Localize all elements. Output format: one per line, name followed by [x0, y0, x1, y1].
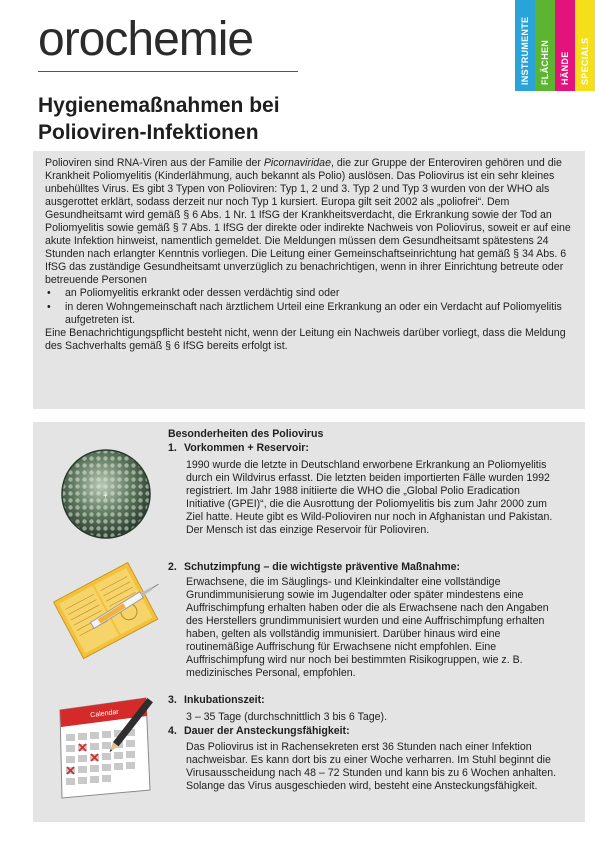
vaccination-certificate-illustration: [48, 560, 168, 660]
logo-underline: [38, 71, 298, 72]
list-item: • in deren Wohngemeinschaft nach ärztlichem Urteil eine Erkrankung an oder ein Verdacht auf Poliomyelitis aufgetreten ist.: [45, 301, 575, 327]
tab-specials[interactable]: [575, 0, 595, 91]
tab-label: FLÄCHEN: [540, 39, 550, 85]
tab-instrumente[interactable]: [515, 0, 535, 91]
tab-label: SPECIALS: [580, 37, 590, 85]
intro-closing-paragraph: Eine Benachrichtigungspflicht besteht nicht, wenn der Leitung ein Nachweis darüber vorliegt, dass die Meldung des Sachverhalts gemäß § 6 IfSG bereits erfolgt ist.: [45, 326, 566, 352]
section-heading-2: [168, 561, 460, 574]
section-number: 4.: [168, 725, 177, 737]
intro-paragraph: [45, 157, 575, 287]
tab-label: HÄNDE: [560, 51, 570, 85]
section-body-4: Das Poliovirus ist in Rachensekreten erst 36 Stunden nach einer Infektion nachweisbar. Es kann dort bis zu einer Woche verharren. Im Stuhl beginnt die Virusausscheidung nach 48 – 72 Stunden und kann bis zu 6 Wochen anhalten. Solange das Virus ausgeschieden wird, besteht eine Ansteckungsfähigkeit.: [186, 741, 557, 793]
section-number: 1.: [168, 442, 177, 454]
section-title: Dauer der Ansteckungsfähigkeit:: [184, 725, 350, 737]
calendar-illustration: [50, 690, 160, 805]
section-title: Schutzimpfung – die wichtigste präventive Maßnahme:: [184, 561, 461, 573]
tab-flaechen[interactable]: [535, 0, 555, 91]
section-number: 2.: [168, 561, 177, 573]
page-title: [38, 92, 280, 146]
intro-text-a: Polioviren sind RNA-Viren aus der Familie der: [45, 157, 264, 169]
section-title: Vorkommen + Reservoir:: [184, 442, 309, 454]
tab-label: INSTRUMENTE: [520, 16, 530, 85]
intro-box: [33, 151, 585, 409]
section-title: Inkubationszeit:: [184, 694, 265, 706]
title-line-1: Hygienemaßnahmen bei: [38, 94, 280, 117]
intro-bullet-list: [45, 287, 575, 326]
intro-family-name: Picornaviridae: [263, 157, 331, 169]
section-heading-1: [168, 442, 309, 455]
section-number: 3.: [168, 694, 177, 706]
section-body-3: 3 – 35 Tage (durchschnittlich 3 bis 6 Tage).: [186, 711, 388, 723]
virus-illustration: [60, 448, 152, 540]
details-heading: Besonderheiten des Poliovirus: [168, 428, 324, 440]
title-line-2: Polioviren-Infektionen: [38, 121, 259, 144]
calendar-label: Calendar: [89, 708, 120, 720]
section-heading-4: [168, 725, 350, 738]
intro-text: [33, 151, 585, 353]
svg-text:+: +: [103, 491, 108, 500]
section-heading-3: [168, 694, 265, 707]
brand-logo: orochemie: [38, 13, 254, 66]
section-body-2: Erwachsene, die im Säuglings- und Kleinkindalter eine vollständige Grundimmunisierung sowie im Jugendalter oder später mindestens eine Auffrischimpfung erhalten haben oder die als Erwachsene nach den Angaben des Herstellers grundimmunisiert wurden und eine Auffrischimpfung erhalten haben, gelten als vollständig immunisiert. Darüber hinaus wird eine routinemäßige Auffrischung für Erwachsene nicht empfohlen. Eine Auffrischimpfung wird nur noch bei bestimmten Risikogruppen, wie z. B. medizinisches Personal, empfohlen.: [186, 576, 549, 680]
intro-text-b: , die zur Gruppe der Enteroviren gehören und die Krankheit Poliomyelitis (Kinderlähmung, auch bekannt als Polio) auslösen. Das Poliovirus ist ein sehr kleines unbehülltes Virus. Es gibt 3 Typen von Polioviren: Typ 1, 2 und 3. Typ 2 und Typ 3 wurden von der WHO als ausgerottet erklärt, sodass derzeit nur noch Typ 1 kursiert. Europa gilt seit 2002 als „poliofrei“. Dem Gesundheitsamt wird gemäß § 6 Abs. 1 Nr. 1 IfSG der Krankheitsverdacht, die Erkrankung sowie der Tod an Poliomyelitis sowie gemäß § 7 Abs. 1 IfSG der direkte oder indirekte Nachweis von Poliovirus, soweit er auf eine akute Infektion hinweist, namentlich gemeldet. Die Meldungen müssen dem Gesundheitsamt spätestens 24 Stunden nach erlangter Kenntnis vorliegen. Die Leitung einer Gemeinschaftseinrichtung hat gemäß § 34 Abs. 6 IfSG das zuständige Gesundheitsamt unverzüglich zu benachrichtigen, wenn in ihrer Einrichtung betreute oder betreuende Personen: [45, 157, 571, 287]
tab-haende[interactable]: [555, 0, 575, 91]
section-body-1: 1990 wurde die letzte in Deutschland erworbene Erkrankung an Poliomyelitis durch ein Wildvirus erfasst. Die letzten beiden importierten Fälle wurden 1992 registriert. Im Jahr 1988 initiierte die WHO die „Global Polio Eradication Initiative (GPEI)“, die die Ausrottung der Poliomyelitis bis zum Jahr 2000 zum Ziel hatte. Heute gibt es Wild-Polioviren nur noch in Afghanistan und Pakistan. Der Mensch ist das einzige Reservoir für Polioviren.: [186, 459, 553, 537]
list-item: • an Poliomyelitis erkrankt oder dessen verdächtig sind oder: [45, 287, 575, 300]
category-tabs: [515, 0, 595, 91]
